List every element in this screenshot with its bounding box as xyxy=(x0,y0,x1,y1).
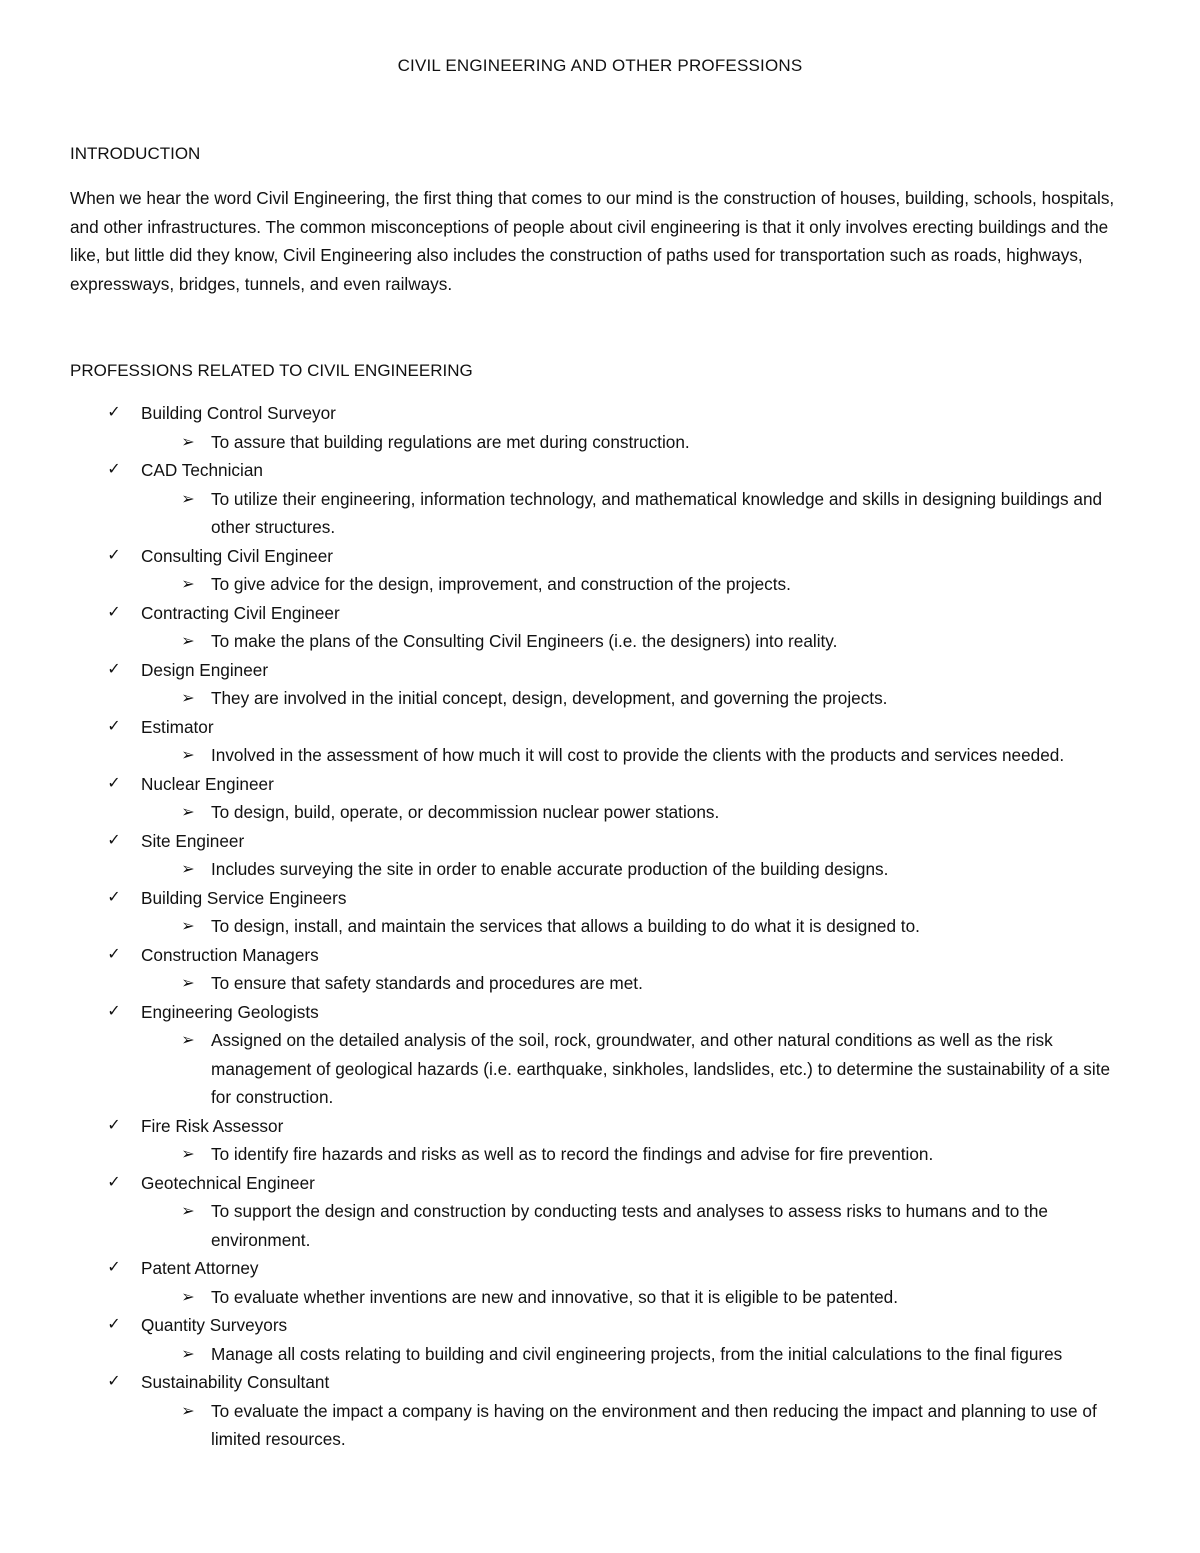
profession-name: Nuclear Engineer xyxy=(141,773,274,794)
check-icon: ✓ xyxy=(107,1114,121,1134)
profession-description: To utilize their engineering, information technology, and mathematical knowledge and skills in designing buildings and other structures. xyxy=(211,488,1103,537)
arrow-icon: ➢ xyxy=(181,1030,195,1049)
arrow-icon: ➢ xyxy=(181,431,195,451)
list-item xyxy=(0,1169,1200,1255)
arrow-icon: ➢ xyxy=(181,574,195,593)
list-item xyxy=(0,941,1200,998)
profession-description: They are involved in the initial concept, design, development, and governing the projects. xyxy=(211,688,888,708)
check-icon: ✓ xyxy=(107,715,121,735)
profession-description-row xyxy=(0,1197,1200,1254)
arrow-icon: ➢ xyxy=(181,802,195,821)
profession-name: Building Control Surveyor xyxy=(141,403,336,423)
list-item xyxy=(0,713,1200,770)
check-icon: ✓ xyxy=(107,544,121,564)
profession-row xyxy=(0,1112,1200,1141)
check-icon: ✓ xyxy=(107,459,121,478)
profession-description: To design, build, operate, or decommission nuclear power stations. xyxy=(211,802,720,822)
profession-description-row xyxy=(0,798,1200,827)
list-item xyxy=(0,998,1200,1112)
profession-row xyxy=(0,827,1200,856)
list-item xyxy=(0,1112,1200,1169)
profession-description-row xyxy=(0,1397,1200,1454)
profession-description: To ensure that safety standards and procedures are met. xyxy=(211,973,643,993)
professions-heading: PROFESSIONS RELATED TO CIVIL ENGINEERING xyxy=(70,361,473,380)
profession-name: CAD Technician xyxy=(141,460,263,480)
check-icon: ✓ xyxy=(107,658,121,678)
profession-row xyxy=(0,998,1200,1027)
profession-description: To make the plans of the Consulting Civil Engineers (i.e. the designers) into reality. xyxy=(211,631,838,651)
profession-name: Patent Attorney xyxy=(141,1258,259,1278)
profession-row xyxy=(0,770,1200,799)
profession-name: Quantity Surveyors xyxy=(141,1315,288,1335)
check-icon: ✓ xyxy=(107,772,121,792)
check-icon: ✓ xyxy=(107,943,121,963)
profession-row xyxy=(0,1311,1200,1340)
profession-description-row xyxy=(0,1340,1200,1369)
profession-description-row xyxy=(0,684,1200,713)
profession-name: Contracting Civil Engineer xyxy=(141,602,340,623)
profession-row xyxy=(0,941,1200,970)
profession-description: To evaluate whether inventions are new and innovative, so that it is eligible to be patented. xyxy=(211,1286,898,1307)
profession-description-row xyxy=(0,741,1200,770)
document-title: CIVIL ENGINEERING AND OTHER PROFESSIONS xyxy=(397,56,803,75)
profession-row xyxy=(0,713,1200,742)
profession-description: Assigned on the detailed analysis of the soil, rock, groundwater, and other natural conditions as well as the risk management of geological hazards (i.e. earthquake, sinkholes, landslides, etc.) to determine the sustainability of a site for construction. xyxy=(211,1030,1111,1107)
arrow-icon: ➢ xyxy=(181,973,195,992)
check-icon: ✓ xyxy=(107,886,121,906)
profession-description-row xyxy=(0,1140,1200,1169)
check-icon: ✓ xyxy=(107,1314,121,1333)
arrow-icon: ➢ xyxy=(181,1144,195,1163)
check-icon: ✓ xyxy=(107,1000,121,1020)
check-icon: ✓ xyxy=(107,1371,121,1390)
list-item xyxy=(0,884,1200,941)
profession-row xyxy=(0,656,1200,685)
profession-row xyxy=(0,599,1200,628)
check-icon: ✓ xyxy=(107,402,121,421)
profession-name: Construction Managers xyxy=(141,944,319,965)
arrow-icon: ➢ xyxy=(181,1343,195,1363)
arrow-icon: ➢ xyxy=(181,745,195,764)
profession-description-row xyxy=(0,627,1200,656)
profession-description-row xyxy=(0,570,1200,599)
profession-row xyxy=(0,542,1200,571)
professions-list xyxy=(0,399,1200,1454)
profession-name: Estimator xyxy=(141,716,214,737)
list-item xyxy=(0,827,1200,884)
check-icon: ✓ xyxy=(107,1257,121,1276)
list-item xyxy=(0,770,1200,827)
profession-description: Includes surveying the site in order to enable accurate production of the building designs. xyxy=(211,859,889,879)
list-item xyxy=(0,399,1200,456)
list-item xyxy=(0,1368,1200,1454)
list-item xyxy=(0,542,1200,599)
check-icon: ✓ xyxy=(107,1171,121,1191)
list-item xyxy=(0,1254,1200,1311)
arrow-icon: ➢ xyxy=(181,1400,195,1420)
check-icon: ✓ xyxy=(107,601,121,621)
arrow-icon: ➢ xyxy=(181,1286,195,1306)
list-item xyxy=(0,1311,1200,1368)
profession-description-row xyxy=(0,485,1200,542)
profession-row xyxy=(0,1368,1200,1397)
list-item xyxy=(0,599,1200,656)
profession-description-row xyxy=(0,1283,1200,1312)
profession-name: Building Service Engineers xyxy=(141,887,347,908)
profession-description-row xyxy=(0,969,1200,998)
profession-description: To identify fire hazards and risks as well as to record the findings and advise for fire prevention. xyxy=(211,1144,934,1164)
profession-description-row xyxy=(0,428,1200,457)
profession-row xyxy=(0,884,1200,913)
profession-row xyxy=(0,456,1200,485)
profession-name: Design Engineer xyxy=(141,659,269,680)
arrow-icon: ➢ xyxy=(181,859,195,878)
profession-name: Consulting Civil Engineer xyxy=(141,545,334,566)
profession-name: Site Engineer xyxy=(141,830,245,851)
arrow-icon: ➢ xyxy=(181,1201,195,1220)
profession-description: To evaluate the impact a company is having on the environment and then reducing the impact and planning to use of limited resources. xyxy=(211,1400,1097,1449)
profession-description-row xyxy=(0,1026,1200,1112)
arrow-icon: ➢ xyxy=(181,488,195,508)
profession-description: To give advice for the design, improvement, and construction of the projects. xyxy=(211,574,791,594)
profession-description-row xyxy=(0,855,1200,884)
profession-name: Fire Risk Assessor xyxy=(141,1115,284,1136)
profession-description: To assure that building regulations are met during construction. xyxy=(211,431,690,452)
profession-description: Manage all costs relating to building and civil engineering projects, from the initial calculations to the final figures xyxy=(211,1343,1063,1364)
introduction-heading: INTRODUCTION xyxy=(70,144,201,163)
arrow-icon: ➢ xyxy=(181,688,195,707)
list-item xyxy=(0,456,1200,542)
list-item xyxy=(0,656,1200,713)
profession-description: To design, install, and maintain the services that allows a building to do what it is designed to. xyxy=(211,916,920,936)
profession-description: Involved in the assessment of how much it will cost to provide the clients with the products and services needed. xyxy=(211,745,1065,765)
profession-name: Sustainability Consultant xyxy=(141,1372,330,1392)
profession-name: Geotechnical Engineer xyxy=(141,1172,315,1193)
profession-description: To support the design and construction by conducting tests and analyses to assess risks to humans and to the environment. xyxy=(211,1201,1048,1250)
profession-row xyxy=(0,399,1200,428)
arrow-icon: ➢ xyxy=(181,916,195,935)
profession-description-row xyxy=(0,912,1200,941)
profession-row xyxy=(0,1254,1200,1283)
arrow-icon: ➢ xyxy=(181,631,195,650)
profession-name: Engineering Geologists xyxy=(141,1001,319,1022)
check-icon: ✓ xyxy=(107,829,121,849)
introduction-paragraph: When we hear the word Civil Engineering, the first thing that comes to our mind is the construction of houses, building, schools, hospitals, and other infrastructures. The common misconceptions of people about civil engineering is that it only involves erecting buildings and the like, but little did they know, Civil Engineering also includes the construction of paths used for transportation such as roads, highways, expressways, bridges, tunnels, and even railways. xyxy=(70,188,1115,294)
profession-row xyxy=(0,1169,1200,1198)
